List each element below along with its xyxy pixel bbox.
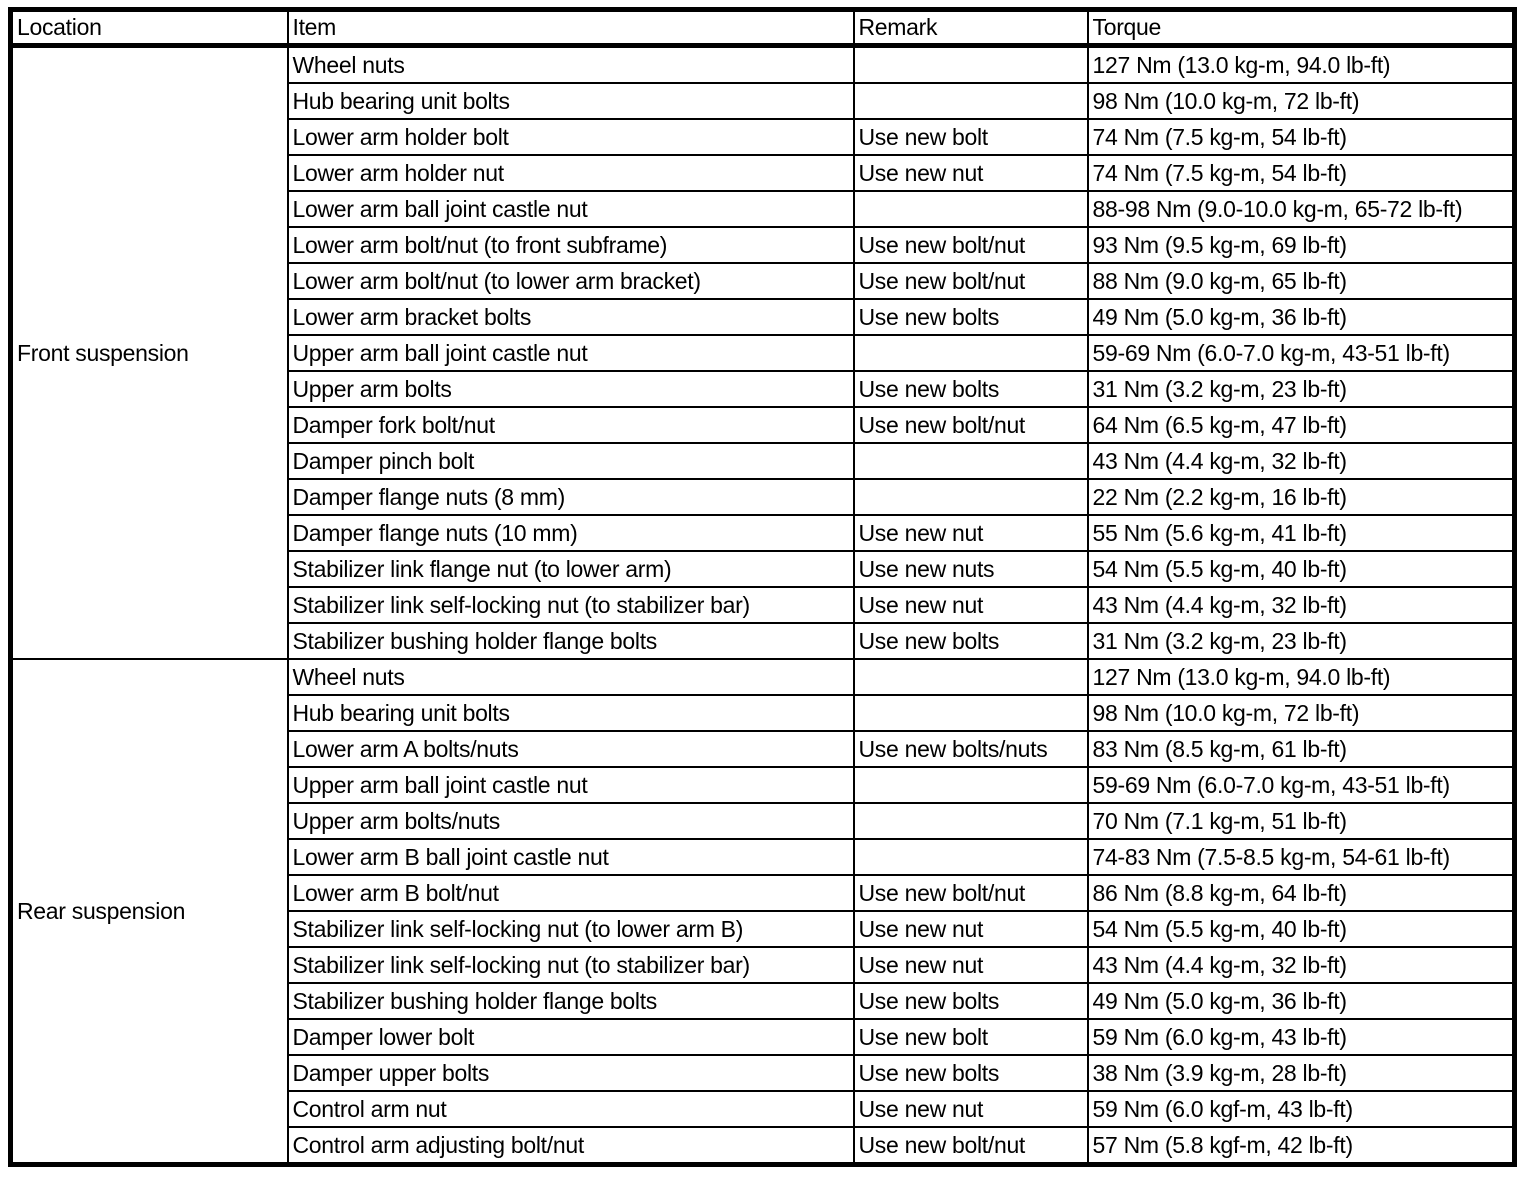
torque-cell: 43 Nm (4.4 kg-m, 32 lb-ft) [1088, 587, 1515, 623]
remark-cell: Use new bolts/nuts [854, 731, 1088, 767]
item-cell: Hub bearing unit bolts [288, 695, 854, 731]
remark-cell: Use new bolt/nut [854, 263, 1088, 299]
item-cell: Lower arm A bolts/nuts [288, 731, 854, 767]
torque-cell: 83 Nm (8.5 kg-m, 61 lb-ft) [1088, 731, 1515, 767]
torque-cell: 74 Nm (7.5 kg-m, 54 lb-ft) [1088, 119, 1515, 155]
remark-cell: Use new nut [854, 911, 1088, 947]
remark-cell: Use new nut [854, 1091, 1088, 1127]
remark-cell [854, 46, 1088, 84]
item-cell: Lower arm holder bolt [288, 119, 854, 155]
torque-cell: 64 Nm (6.5 kg-m, 47 lb-ft) [1088, 407, 1515, 443]
torque-cell: 22 Nm (2.2 kg-m, 16 lb-ft) [1088, 479, 1515, 515]
column-header-remark: Remark [854, 10, 1088, 46]
remark-cell: Use new bolt/nut [854, 1127, 1088, 1165]
remark-cell: Use new bolt [854, 119, 1088, 155]
item-cell: Stabilizer link self-locking nut (to lower arm B) [288, 911, 854, 947]
table-row [11, 659, 1515, 695]
torque-cell: 31 Nm (3.2 kg-m, 23 lb-ft) [1088, 623, 1515, 659]
item-cell: Stabilizer bushing holder flange bolts [288, 983, 854, 1019]
column-header-torque: Torque [1088, 10, 1515, 46]
torque-cell: 93 Nm (9.5 kg-m, 69 lb-ft) [1088, 227, 1515, 263]
torque-cell: 59 Nm (6.0 kg-m, 43 lb-ft) [1088, 1019, 1515, 1055]
remark-cell: Use new nut [854, 155, 1088, 191]
item-cell: Stabilizer link self-locking nut (to stabilizer bar) [288, 947, 854, 983]
torque-cell: 43 Nm (4.4 kg-m, 32 lb-ft) [1088, 443, 1515, 479]
torque-cell: 59 Nm (6.0 kgf-m, 43 lb-ft) [1088, 1091, 1515, 1127]
item-cell: Damper upper bolts [288, 1055, 854, 1091]
item-cell: Stabilizer link flange nut (to lower arm) [288, 551, 854, 587]
torque-cell: 43 Nm (4.4 kg-m, 32 lb-ft) [1088, 947, 1515, 983]
remark-cell: Use new bolts [854, 983, 1088, 1019]
torque-cell: 31 Nm (3.2 kg-m, 23 lb-ft) [1088, 371, 1515, 407]
remark-cell: Use new bolts [854, 623, 1088, 659]
remark-cell [854, 659, 1088, 695]
remark-cell: Use new bolts [854, 299, 1088, 335]
torque-cell: 127 Nm (13.0 kg-m, 94.0 lb-ft) [1088, 46, 1515, 84]
torque-cell: 59-69 Nm (6.0-7.0 kg-m, 43-51 lb-ft) [1088, 767, 1515, 803]
remark-cell [854, 479, 1088, 515]
item-cell: Upper arm bolts [288, 371, 854, 407]
remark-cell [854, 335, 1088, 371]
remark-cell: Use new bolts [854, 371, 1088, 407]
item-cell: Hub bearing unit bolts [288, 83, 854, 119]
remark-cell [854, 767, 1088, 803]
item-cell: Control arm adjusting bolt/nut [288, 1127, 854, 1165]
remark-cell [854, 695, 1088, 731]
location-cell: Rear suspension [11, 659, 288, 1165]
torque-cell: 74-83 Nm (7.5-8.5 kg-m, 54-61 lb-ft) [1088, 839, 1515, 875]
item-cell: Damper fork bolt/nut [288, 407, 854, 443]
remark-cell: Use new bolt [854, 1019, 1088, 1055]
item-cell: Lower arm ball joint castle nut [288, 191, 854, 227]
torque-cell: 98 Nm (10.0 kg-m, 72 lb-ft) [1088, 695, 1515, 731]
item-cell: Upper arm bolts/nuts [288, 803, 854, 839]
remark-cell [854, 191, 1088, 227]
remark-cell [854, 803, 1088, 839]
item-cell: Lower arm B ball joint castle nut [288, 839, 854, 875]
item-cell: Stabilizer link self-locking nut (to stabilizer bar) [288, 587, 854, 623]
location-cell: Front suspension [11, 46, 288, 660]
item-cell: Wheel nuts [288, 46, 854, 84]
remark-cell [854, 443, 1088, 479]
torque-cell: 88 Nm (9.0 kg-m, 65 lb-ft) [1088, 263, 1515, 299]
remark-cell: Use new bolt/nut [854, 875, 1088, 911]
torque-cell: 98 Nm (10.0 kg-m, 72 lb-ft) [1088, 83, 1515, 119]
remark-cell: Use new nuts [854, 551, 1088, 587]
column-header-location: Location [11, 10, 288, 46]
torque-cell: 54 Nm (5.5 kg-m, 40 lb-ft) [1088, 911, 1515, 947]
item-cell: Damper flange nuts (10 mm) [288, 515, 854, 551]
torque-cell: 49 Nm (5.0 kg-m, 36 lb-ft) [1088, 299, 1515, 335]
item-cell: Stabilizer bushing holder flange bolts [288, 623, 854, 659]
torque-cell: 55 Nm (5.6 kg-m, 41 lb-ft) [1088, 515, 1515, 551]
torque-cell: 57 Nm (5.8 kgf-m, 42 lb-ft) [1088, 1127, 1515, 1165]
torque-cell: 59-69 Nm (6.0-7.0 kg-m, 43-51 lb-ft) [1088, 335, 1515, 371]
remark-cell: Use new nut [854, 515, 1088, 551]
item-cell: Lower arm B bolt/nut [288, 875, 854, 911]
torque-cell: 70 Nm (7.1 kg-m, 51 lb-ft) [1088, 803, 1515, 839]
header-row [11, 10, 1515, 46]
remark-cell [854, 839, 1088, 875]
remark-cell: Use new bolt/nut [854, 227, 1088, 263]
item-cell: Lower arm bolt/nut (to lower arm bracket) [288, 263, 854, 299]
item-cell: Upper arm ball joint castle nut [288, 767, 854, 803]
table-row [11, 46, 1515, 84]
item-cell: Upper arm ball joint castle nut [288, 335, 854, 371]
column-header-item: Item [288, 10, 854, 46]
item-cell: Damper lower bolt [288, 1019, 854, 1055]
torque-spec-table [8, 7, 1517, 1167]
torque-cell: 127 Nm (13.0 kg-m, 94.0 lb-ft) [1088, 659, 1515, 695]
remark-cell: Use new bolts [854, 1055, 1088, 1091]
torque-cell: 49 Nm (5.0 kg-m, 36 lb-ft) [1088, 983, 1515, 1019]
remark-cell: Use new nut [854, 587, 1088, 623]
torque-cell: 54 Nm (5.5 kg-m, 40 lb-ft) [1088, 551, 1515, 587]
remark-cell: Use new bolt/nut [854, 407, 1088, 443]
item-cell: Damper pinch bolt [288, 443, 854, 479]
torque-cell: 74 Nm (7.5 kg-m, 54 lb-ft) [1088, 155, 1515, 191]
item-cell: Damper flange nuts (8 mm) [288, 479, 854, 515]
remark-cell: Use new nut [854, 947, 1088, 983]
item-cell: Control arm nut [288, 1091, 854, 1127]
item-cell: Lower arm bolt/nut (to front subframe) [288, 227, 854, 263]
item-cell: Lower arm holder nut [288, 155, 854, 191]
item-cell: Lower arm bracket bolts [288, 299, 854, 335]
remark-cell [854, 83, 1088, 119]
table-body [11, 46, 1515, 1165]
torque-cell: 38 Nm (3.9 kg-m, 28 lb-ft) [1088, 1055, 1515, 1091]
torque-cell: 86 Nm (8.8 kg-m, 64 lb-ft) [1088, 875, 1515, 911]
torque-cell: 88-98 Nm (9.0-10.0 kg-m, 65-72 lb-ft) [1088, 191, 1515, 227]
item-cell: Wheel nuts [288, 659, 854, 695]
